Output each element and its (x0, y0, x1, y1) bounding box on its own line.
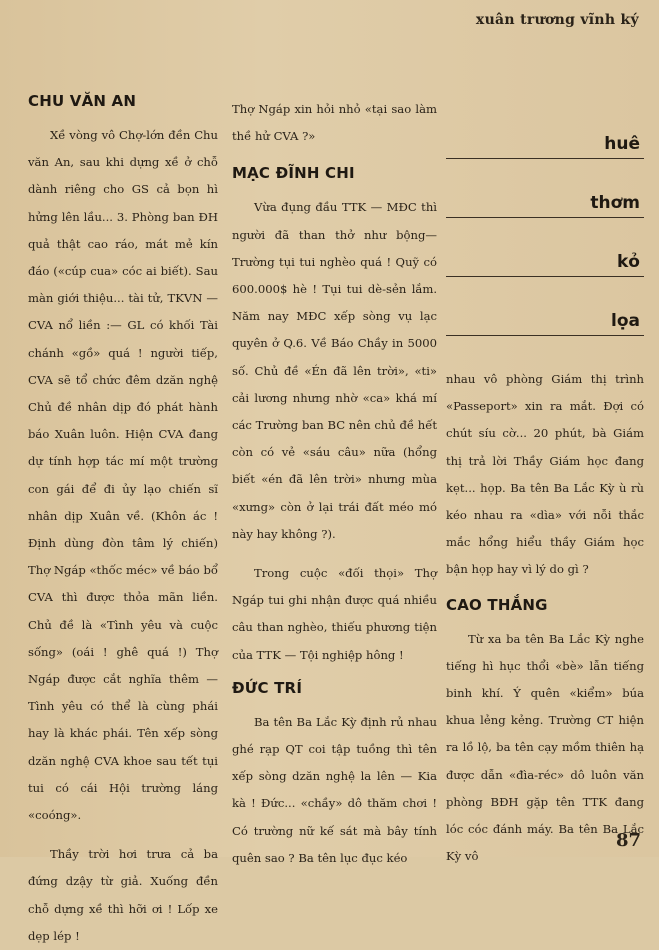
article-title (446, 100, 644, 336)
paragraph: Từ xa ba tên Ba Lắc Kỳ nghe tiếng hì hục thổi «bè» lẫn tiếng binh khí. Ý quên «kiểm» búa khua lẻng kẻng. Trường CT hiện ra lồ lộ, ba tên cạy mồm thiên hạ được dẫn «đìa-réc» dô luôn văn phòng BĐH gặp tên TTK đang lóc cóc đánh máy. Ba tên Ba Lắc Kỳ vô (446, 631, 644, 864)
column-right (446, 366, 644, 870)
paragraph: Xề vòng vô Chợ-lớn đền Chu văn An, sau khi dựng xề ở chỗ dành riêng cho GS cả bọn hì hửng lên lầu... 3. Phòng ban ĐH quả thật cao ráo, mát mẻ kín đáo («cúp cua» cóc ai biết). Sau màn giới thiệu... tài tử, TKVN — CVA nổ liền :— GL có khối Tài chánh «gồ» quá ! người tiếp, CVA sẽ tổ chức đêm dzăn nghệ Chủ đề nhân dịp đó phát hành báo Xuân luôn. Hiện CVA đang dự tính hợp tác mí một trường con gái để đi ủy lạo chiến sĩ nhân dịp Xuân về. (Khôn ác ! Định dùng đòn tâm lý chiến) Thợ Ngáp «thốc méc» về báo bổ CVA thì được thỏa mãn liền. Chủ đề là «Tình yêu và cuộc sống» (oái ! ghê quá !) Thợ Ngáp được cắt nghĩa thêm — Tình yêu có thể là cùng phái hay là khác phái. Tên xếp sòng dzăn nghệ CVA khoe sau tết tụi tui có cái Hội trường láng «coóng». (28, 128, 218, 823)
paragraph: Trong cuộc «đối thọi» Thợ Ngáp tui ghi nhận được quá nhiều câu than nghèo, thiếu phương tiện của TTK — Tội nghiệp hông ! (232, 566, 437, 662)
paragraph: Thầy trời hơi trưa cả ba đứng dzậy từ giả. Xuống đền chỗ dựng xề thì hỡi ơi ! Lốp xe dẹp lép ! (28, 847, 218, 943)
column-middle (232, 96, 437, 872)
title-line: thơm (446, 159, 644, 218)
paragraph: Thợ Ngáp xin hỏi nhỏ «tại sao làm thề hử CVA ?» (232, 102, 437, 144)
paragraph: Ba tên Ba Lắc Kỳ định rủ nhau ghé rạp QT coi tập tuồng thì tên xếp sòng dzăn nghệ la lên — Kia kà ! Đức... «chầy» dô thăm chơi ! Có trường nữ kế sát mà bây tính quên sao ? Ba tên lục đục kéo (232, 714, 437, 865)
column-chu-van-an (28, 92, 218, 950)
section-heading-duc-tri: ĐỨC TRÍ (232, 678, 303, 697)
section-heading-chu-van-an: CHU VĂN AN (28, 92, 137, 110)
page-number: 87 (615, 830, 641, 851)
section-heading-cao-thang: CAO THẮNG (446, 595, 548, 614)
title-line: kỏ (446, 218, 644, 277)
title-line: huê (446, 100, 644, 159)
running-header: xuân trương vĩnh ký (475, 12, 639, 28)
section-heading-mac-dinh-chi: MẠC ĐĨNH CHI (232, 164, 355, 183)
title-line: lọa (446, 277, 644, 336)
paragraph: Vừa đụng đầu TTK — MĐC thì người đã than thở như bộng— Trường tụi tui nghèo quá ! Quỹ có 600.000$ hè ! Tụi tui dè-sẻn lắm. Năm nay MĐC xếp sòng vụ lạc quyên ở Q.6. Về Báo Chầy in 5000 số. Chủ đề «Én đã lên trời», «ti» cải lương nhưng nhờ «ca» khá mí các Trường ban BC nên chủ đề hết còn có vẻ «sáu câu» nữa (hổng biết «én đã lên trời» nhưng mùa «xưng» còn ở lại trái đất méo mó này hay không ?). (232, 200, 437, 541)
paragraph: nhau vô phòng Giám thị trình «Passeport» xin ra mắt. Đợi có chút síu cờ... 20 phút, bà Giám thị trả lời Thầy Giám học đang kẹt... họp. Ba tên Ba Lắc Kỳ ù rù kéo nhau ra «dìa» với nỗi thắc mắc hổng hiểu thầy Giám học bận họp hay vì lý do gì ? (446, 372, 644, 577)
